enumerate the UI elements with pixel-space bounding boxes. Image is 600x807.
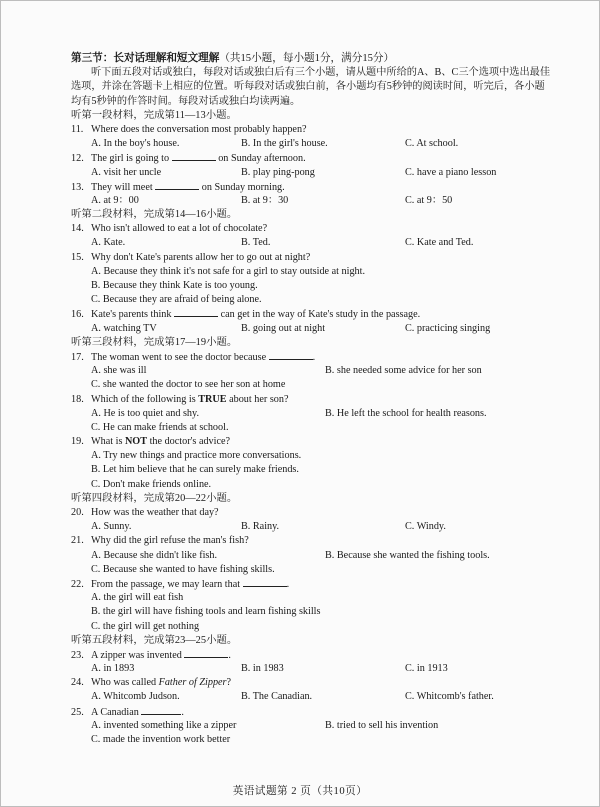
question-text-post: . <box>228 649 231 661</box>
question-text-pre: Which of the following is <box>91 393 196 405</box>
option-b: B. In the girl's house. <box>241 138 328 150</box>
question-text-post: about her son? <box>229 393 289 405</box>
option-b: B. The Canadian. <box>241 691 313 703</box>
question-text-pre: The woman went to see the doctor because <box>91 351 267 363</box>
question-15 <box>71 251 551 265</box>
option-25c <box>71 733 551 747</box>
option-b: B. Rainy. <box>241 521 280 533</box>
stage-heading-2: 听第二段材料，完成第14—16小题。 <box>71 209 238 221</box>
question-text-pre: What is <box>91 436 123 448</box>
option-a: A. He is too quiet and shy. <box>91 407 199 419</box>
answer-blank <box>172 151 216 161</box>
question-25 <box>71 705 551 719</box>
question-number: 19. <box>71 436 84 448</box>
question-24 <box>71 676 551 690</box>
question-number: 12. <box>71 153 84 165</box>
question-number: 14. <box>71 223 84 235</box>
option-a: A. the girl will eat fish <box>91 592 184 604</box>
question-text: Why don't Kate's parents allow her to go out at night? <box>91 251 311 263</box>
options-17 <box>71 364 551 378</box>
question-number: 18. <box>71 393 84 405</box>
option-c: C. At school. <box>405 138 459 150</box>
options-12 <box>71 166 551 180</box>
option-c: C. practicing singing <box>405 322 491 334</box>
question-number: 23. <box>71 649 84 661</box>
option-22c <box>71 620 551 634</box>
page-footer: 英语试题第 2 页（共10页） <box>232 786 368 797</box>
stage-heading-5: 听第五段材料，完成第23—25小题。 <box>71 634 238 646</box>
option-b: B. Because she wanted the fishing tools. <box>325 549 490 561</box>
option-a: A. Kate. <box>91 237 126 249</box>
question-text-post: ? <box>226 677 232 689</box>
option-a: A. In the boy's house. <box>91 138 180 150</box>
question-number: 20. <box>71 507 84 519</box>
options-16 <box>71 322 551 336</box>
option-c: C. the girl will get nothing <box>91 620 200 632</box>
question-text-post: the doctor's advice? <box>149 436 231 448</box>
question-text: Where does the conversation most probably happen? <box>91 123 307 135</box>
exam-content <box>71 52 551 747</box>
section-title <box>71 52 551 66</box>
question-text-post: on Sunday morning. <box>201 181 285 193</box>
option-c: C. Because she wanted to have fishing skills. <box>91 563 275 575</box>
option-b: B. Let him believe that he can surely make friends. <box>91 464 299 476</box>
option-c: C. Windy. <box>405 521 446 533</box>
question-14 <box>71 222 551 236</box>
option-c: C. have a piano lesson <box>405 166 497 178</box>
option-b: B. tried to sell his invention <box>325 719 439 731</box>
question-17 <box>71 350 551 364</box>
question-13 <box>71 180 551 194</box>
option-15a <box>71 265 551 279</box>
option-17c <box>71 378 551 392</box>
option-a: A. Try new things and practice more conversations. <box>91 450 302 462</box>
options-11 <box>71 137 551 151</box>
options-21 <box>71 549 551 563</box>
options-14 <box>71 236 551 250</box>
option-b: B. going out at night <box>241 322 326 334</box>
option-c: C. in 1913 <box>405 663 448 675</box>
question-text-pre: They will meet <box>91 181 153 193</box>
question-number: 11. <box>71 123 84 135</box>
option-a: A. visit her uncle <box>91 166 162 178</box>
question-text-pre: Who was called <box>91 677 157 689</box>
stage-heading-3: 听第三段材料，完成第17—19小题。 <box>71 336 238 348</box>
question-18 <box>71 393 551 407</box>
answer-blank <box>243 577 287 587</box>
question-text: Why did the girl refuse the man's fish? <box>91 535 249 547</box>
question-number: 15. <box>71 251 84 263</box>
question-text-pre: A Canadian <box>91 706 139 718</box>
option-c: C. Kate and Ted. <box>405 237 474 249</box>
option-b: B. in 1983 <box>241 663 284 675</box>
options-20 <box>71 520 551 534</box>
question-text-pre: The girl is going to <box>91 153 170 165</box>
option-15b <box>71 279 551 293</box>
option-c: C. He can make friends at school. <box>91 421 229 433</box>
question-text-pre: A zipper was invented <box>91 649 182 661</box>
option-a: A. at 9：00 <box>91 194 139 206</box>
question-11 <box>71 123 551 137</box>
question-21 <box>71 534 551 548</box>
question-number: 13. <box>71 181 84 193</box>
option-a: A. invented something like a zipper <box>91 719 237 731</box>
options-23 <box>71 662 551 676</box>
question-text-italic: Father of Zipper <box>158 677 227 689</box>
option-b: B. Because they think Kate is too young. <box>91 280 258 292</box>
question-text: Who isn't allowed to eat a lot of chocolate? <box>91 223 268 235</box>
question-number: 22. <box>71 578 84 590</box>
option-b: B. she needed some advice for her son <box>325 365 482 377</box>
option-a: A. watching TV <box>91 322 157 334</box>
option-b: B. the girl will have fishing tools and learn fishing skills <box>91 606 321 618</box>
options-24 <box>71 690 551 704</box>
option-c: C. Whitcomb's father. <box>405 691 494 703</box>
option-c: C. Because they are afraid of being alone. <box>91 294 262 306</box>
stage-heading-1: 听第一段材料，完成第11—13小题。 <box>71 109 237 121</box>
option-a: A. Whitcomb Judson. <box>91 691 180 703</box>
option-a: A. she was ill <box>91 365 147 377</box>
option-22a <box>71 591 551 605</box>
option-21c <box>71 563 551 577</box>
question-22 <box>71 577 551 591</box>
option-18c <box>71 421 551 435</box>
option-b: B. Ted. <box>241 237 271 249</box>
option-b: B. play ping-pong <box>241 166 315 178</box>
question-number: 24. <box>71 677 84 689</box>
question-text-emphasis: TRUE <box>198 393 227 405</box>
option-15c <box>71 293 551 307</box>
question-text-emphasis: NOT <box>124 436 148 448</box>
question-text-post: . <box>181 706 184 718</box>
option-a: A. Because she didn't like fish. <box>91 549 218 561</box>
options-13 <box>71 194 551 208</box>
section-title-main: 第三节：长对话理解和短文理解 <box>71 53 220 64</box>
question-16 <box>71 307 551 321</box>
option-c: C. Don't make friends online. <box>91 478 212 490</box>
section-title-note: （共15小题，每小题1分，满分15分） <box>219 53 395 64</box>
question-text-pre: From the passage, we may learn that <box>91 578 241 590</box>
option-a: A. in 1893 <box>91 663 135 675</box>
question-12 <box>71 151 551 165</box>
option-a: A. Because they think it's not safe for a girl to stay outside at night. <box>91 265 366 277</box>
option-b: B. at 9：30 <box>241 194 289 206</box>
options-18 <box>71 407 551 421</box>
option-b: B. He left the school for health reasons. <box>325 407 487 419</box>
option-a: A. Sunny. <box>91 521 132 533</box>
question-text-pre: Kate's parents think <box>91 309 172 321</box>
options-25 <box>71 719 551 733</box>
stage-heading-4: 听第四段材料，完成第20—22小题。 <box>71 492 238 504</box>
question-number: 21. <box>71 535 84 547</box>
question-text: How was the weather that day? <box>91 507 219 519</box>
option-c: C. at 9：50 <box>405 194 453 206</box>
question-number: 25. <box>71 706 84 718</box>
option-c: C. made the invention work better <box>91 734 231 746</box>
question-number: 16. <box>71 309 84 321</box>
question-text-post: on Sunday afternoon. <box>218 153 306 165</box>
question-23 <box>71 648 551 662</box>
answer-blank <box>155 180 199 190</box>
question-number: 17. <box>71 351 84 363</box>
option-19a <box>71 449 551 463</box>
answer-blank <box>269 350 313 360</box>
question-text-post: can get in the way of Kate's study in the passage. <box>220 309 421 321</box>
answer-blank <box>184 648 228 658</box>
option-19c <box>71 478 551 492</box>
answer-blank <box>141 705 181 715</box>
question-text-post: . <box>286 578 290 590</box>
answer-blank <box>174 307 218 317</box>
question-19 <box>71 435 551 449</box>
question-text-post: . <box>312 351 316 363</box>
option-c: C. she wanted the doctor to see her son at home <box>91 379 286 391</box>
option-22b <box>71 605 551 619</box>
question-20 <box>71 506 551 520</box>
option-19b <box>71 463 551 477</box>
section-instructions: 听下面五段对话或独白，每段对话或独白后有三个小题，请从题中所给的A、B、C三个选项中选出最佳选项，并涂在答题卡上相应的位置。听每段对话或独白前，各小题均有5秒钟的阅读时间，听完后，各小题均有5秒钟的作答时间。每段对话或独白均读两遍。 <box>71 67 551 107</box>
